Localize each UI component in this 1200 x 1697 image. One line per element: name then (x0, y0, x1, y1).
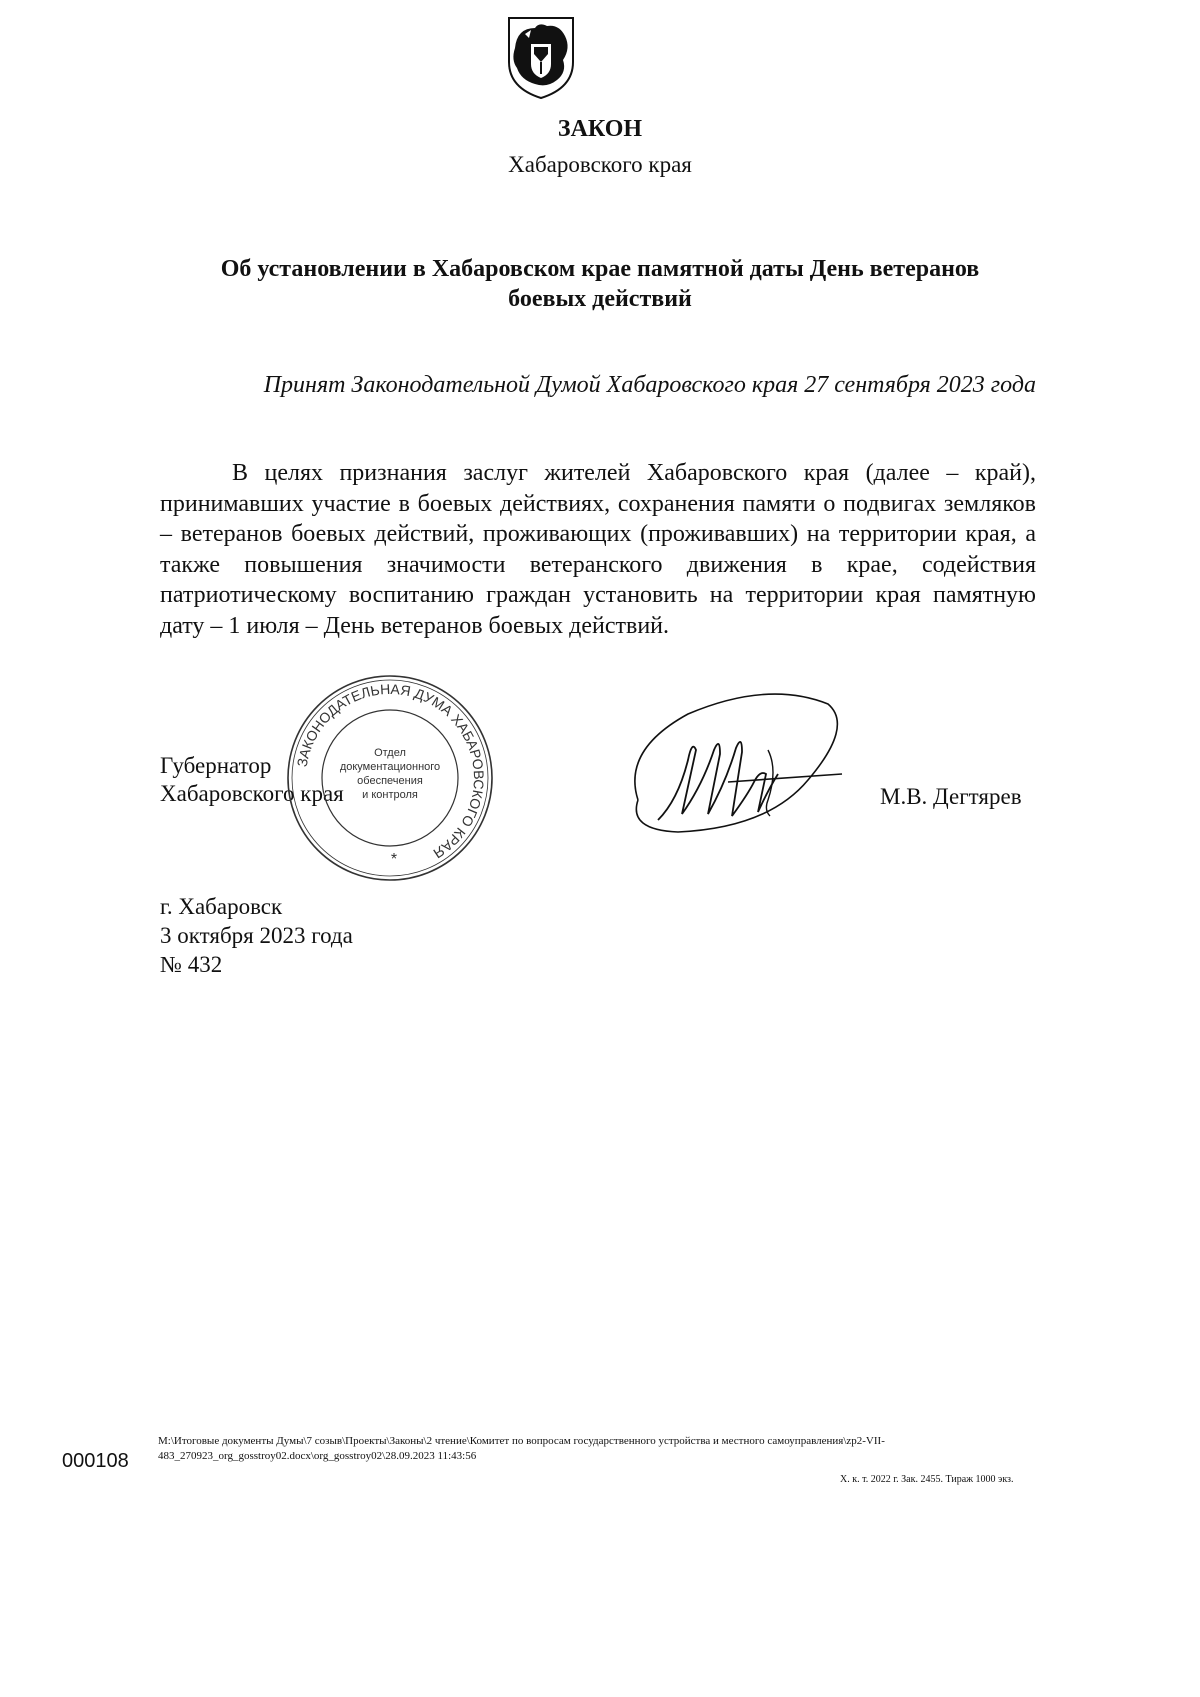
stamp-inner-line: обеспечения (357, 775, 423, 787)
law-title-line: боевых действий (508, 286, 692, 312)
place-date-block (160, 892, 353, 979)
document-code: 000108 (62, 1450, 129, 1472)
governor-name: М.В. Дегтярев (880, 784, 1022, 809)
stamp-inner-line: Отдел (374, 747, 406, 759)
governor-title-line: Хабаровского края (160, 781, 344, 806)
adoption-line: Принят Законодательной Думой Хабаровского края 27 сентября 2023 года (263, 372, 1036, 398)
khabarovsk-krai-coat-of-arms-icon (505, 14, 577, 100)
law-kind-heading: ЗАКОН (557, 116, 643, 142)
stamp-inner-line: и контроля (362, 789, 418, 801)
stamp-inner-line: документационного (339, 761, 441, 773)
file-path-footer (158, 1434, 1058, 1464)
stamp-outer-text: ЗАКОНОДАТЕЛЬНАЯ ДУМА ХАБАРОВСКОГО КРАЯ (293, 680, 488, 862)
number-line: № 432 (160, 952, 223, 977)
law-body-paragraph: В целях признания заслуг жителей Хабаровского края (далее – край), принимавших участие в боевых действиях, сохранения памяти о подвигах земляков – ветеранов боевых действий, проживающих (проживавших) на территории края, а также повышения значимости ветеранского движения в крае, содействия патриотическому воспитанию граждан установить на территории края памятную дату – 1 июля – День ветеранов боевых действий. (160, 460, 1036, 639)
handwritten-signature-icon (618, 690, 848, 846)
official-stamp (284, 672, 496, 884)
print-info: Х. к. т. 2022 г. Зак. 2455. Тираж 1000 экз. (840, 1474, 1014, 1485)
file-path-line: 483_270923_org_gosstroy02.docx\org_gosstroy02\28.09.2023 11:43:56 (158, 1450, 477, 1462)
stamp-star: * (390, 851, 398, 868)
law-title (160, 254, 1040, 314)
law-title-line: Об установлении в Хабаровском крае памятной даты День ветеранов (220, 256, 980, 282)
date-line: 3 октября 2023 года (160, 923, 353, 948)
region-subheading: Хабаровского края (508, 152, 692, 177)
governor-title-line: Губернатор (160, 753, 272, 778)
city-line: г. Хабаровск (160, 894, 283, 919)
file-path-line: M:\Итоговые документы Думы\7 созыв\Проекты\Законы\2 чтение\Комитет по вопросам государственного устройства и местного самоуправления\zp2-VII- (158, 1435, 885, 1447)
